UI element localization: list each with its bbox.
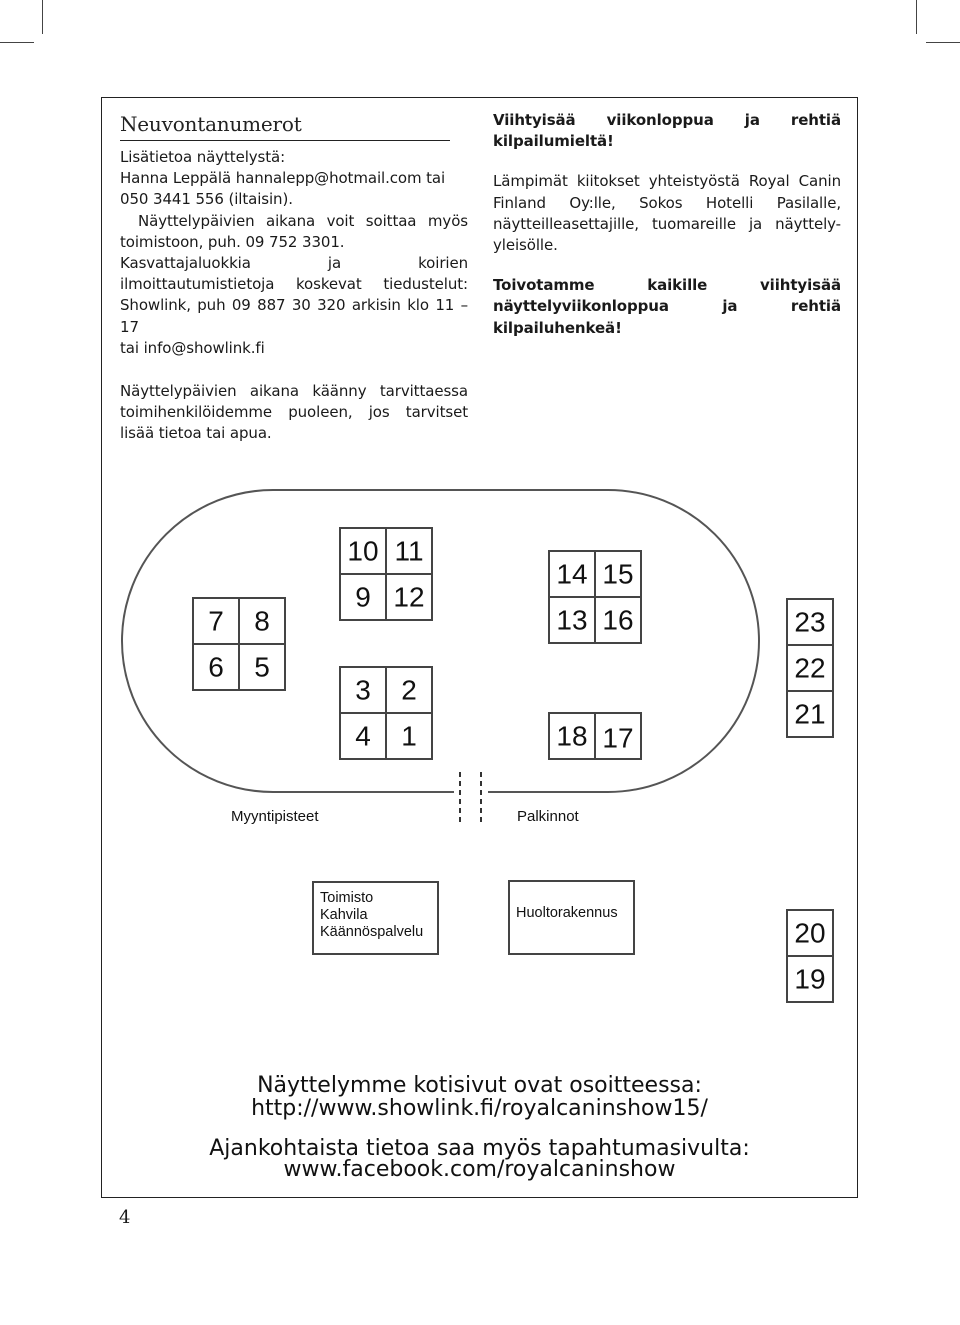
homepage-url[interactable]: http://www.showlink.fi/royalcaninshow15/: [251, 1096, 708, 1121]
ring-number: 7: [208, 605, 224, 637]
ring-number: 21: [794, 698, 826, 730]
ring-number: 20: [794, 917, 826, 949]
maintenance-label: Huoltorakennus: [516, 905, 618, 921]
staff-note: Näyttelypäivien aikana käänny tarvittaessa toimihenkilöidemme puoleen, jos tarvitset lisää tietoa tai apua.: [120, 382, 468, 443]
ring-number: 12: [393, 581, 425, 613]
ring-number: 5: [254, 651, 270, 683]
thanks-text: Lämpimät kiitokset yhteistyöstä Royal Canin Finland Oy:lle, Sokos Hotelli Pasilalle, näytteilleasettajille, tuomareille ja näyttely-yleisölle.: [493, 172, 841, 255]
phone-note: Näyttelypäivien aikana voit soittaa myös toimistoon, puh. 09 752 3301.: [120, 211, 468, 251]
sales-points-label: Myyntipisteet: [231, 808, 319, 825]
office-label: Toimisto: [320, 890, 374, 906]
ring-number: 9: [355, 581, 371, 613]
showlink-email: tai info@showlink.fi: [120, 338, 265, 357]
greeting-text: Viihtyisää viikonloppua ja rehtiä kilpailumieltä!: [493, 111, 841, 151]
ring-number: 4: [355, 720, 371, 752]
ring-number: 22: [794, 652, 826, 684]
ring-block-19-20: [787, 910, 833, 1002]
event-page-url[interactable]: www.facebook.com/royalcaninshow: [283, 1157, 676, 1182]
ring-number: 16: [602, 604, 634, 636]
section-heading: Neuvontanumerot: [120, 112, 450, 141]
ring-number: 8: [254, 605, 270, 637]
contact-line: Lisätietoa näyttelystä:: [120, 148, 286, 166]
page-number: 4: [119, 1207, 131, 1228]
ring-number: 17: [602, 722, 634, 754]
ring-block-1-4: [340, 667, 432, 759]
wish-text: Toivotamme kaikille viihtyisää näyttelyviikonloppua ja rehtiä kilpailuhenkeä!: [493, 276, 841, 337]
ring-number: 14: [556, 558, 588, 590]
ring-number: 15: [602, 558, 634, 590]
showlink-note: Kasvattajaluokkia ja koirien ilmoittautumistietoja koskevat tiedustelut: Showlink, puh 09 887 30 320 arkisin klo 11 – 17: [120, 254, 468, 336]
contact-line: 050 3441 556 (iltaisin).: [120, 190, 293, 209]
ring-block-21-23: [787, 599, 833, 737]
ring-number: 3: [355, 674, 371, 706]
ring-number: 23: [794, 606, 826, 638]
ring-block-5-8: [193, 598, 285, 690]
ring-number: 18: [556, 720, 588, 752]
ring-number: 19: [794, 963, 826, 995]
translation-service-label: Käännöspalvelu: [320, 924, 424, 940]
event-page-intro: Ajankohtaista tietoa saa myös tapahtumasivulta:: [209, 1136, 750, 1161]
contact-line: Hanna Leppälä hannalepp@hotmail.com tai: [120, 169, 446, 188]
homepage-intro: Näyttelymme kotisivut ovat osoitteessa:: [257, 1073, 702, 1098]
ring-block-13-16: [549, 551, 641, 643]
ring-block-9-12: [340, 528, 432, 620]
prizes-label: Palkinnot: [517, 808, 579, 825]
ring-block-17-18: [549, 713, 641, 759]
ring-number: 11: [394, 535, 424, 567]
ring-number: 1: [401, 720, 417, 752]
ring-number: 13: [556, 604, 588, 636]
ring-number: 6: [208, 651, 224, 683]
cafe-label: Kahvila: [320, 907, 368, 923]
ring-number: 2: [401, 674, 417, 706]
ring-number: 10: [347, 535, 379, 567]
